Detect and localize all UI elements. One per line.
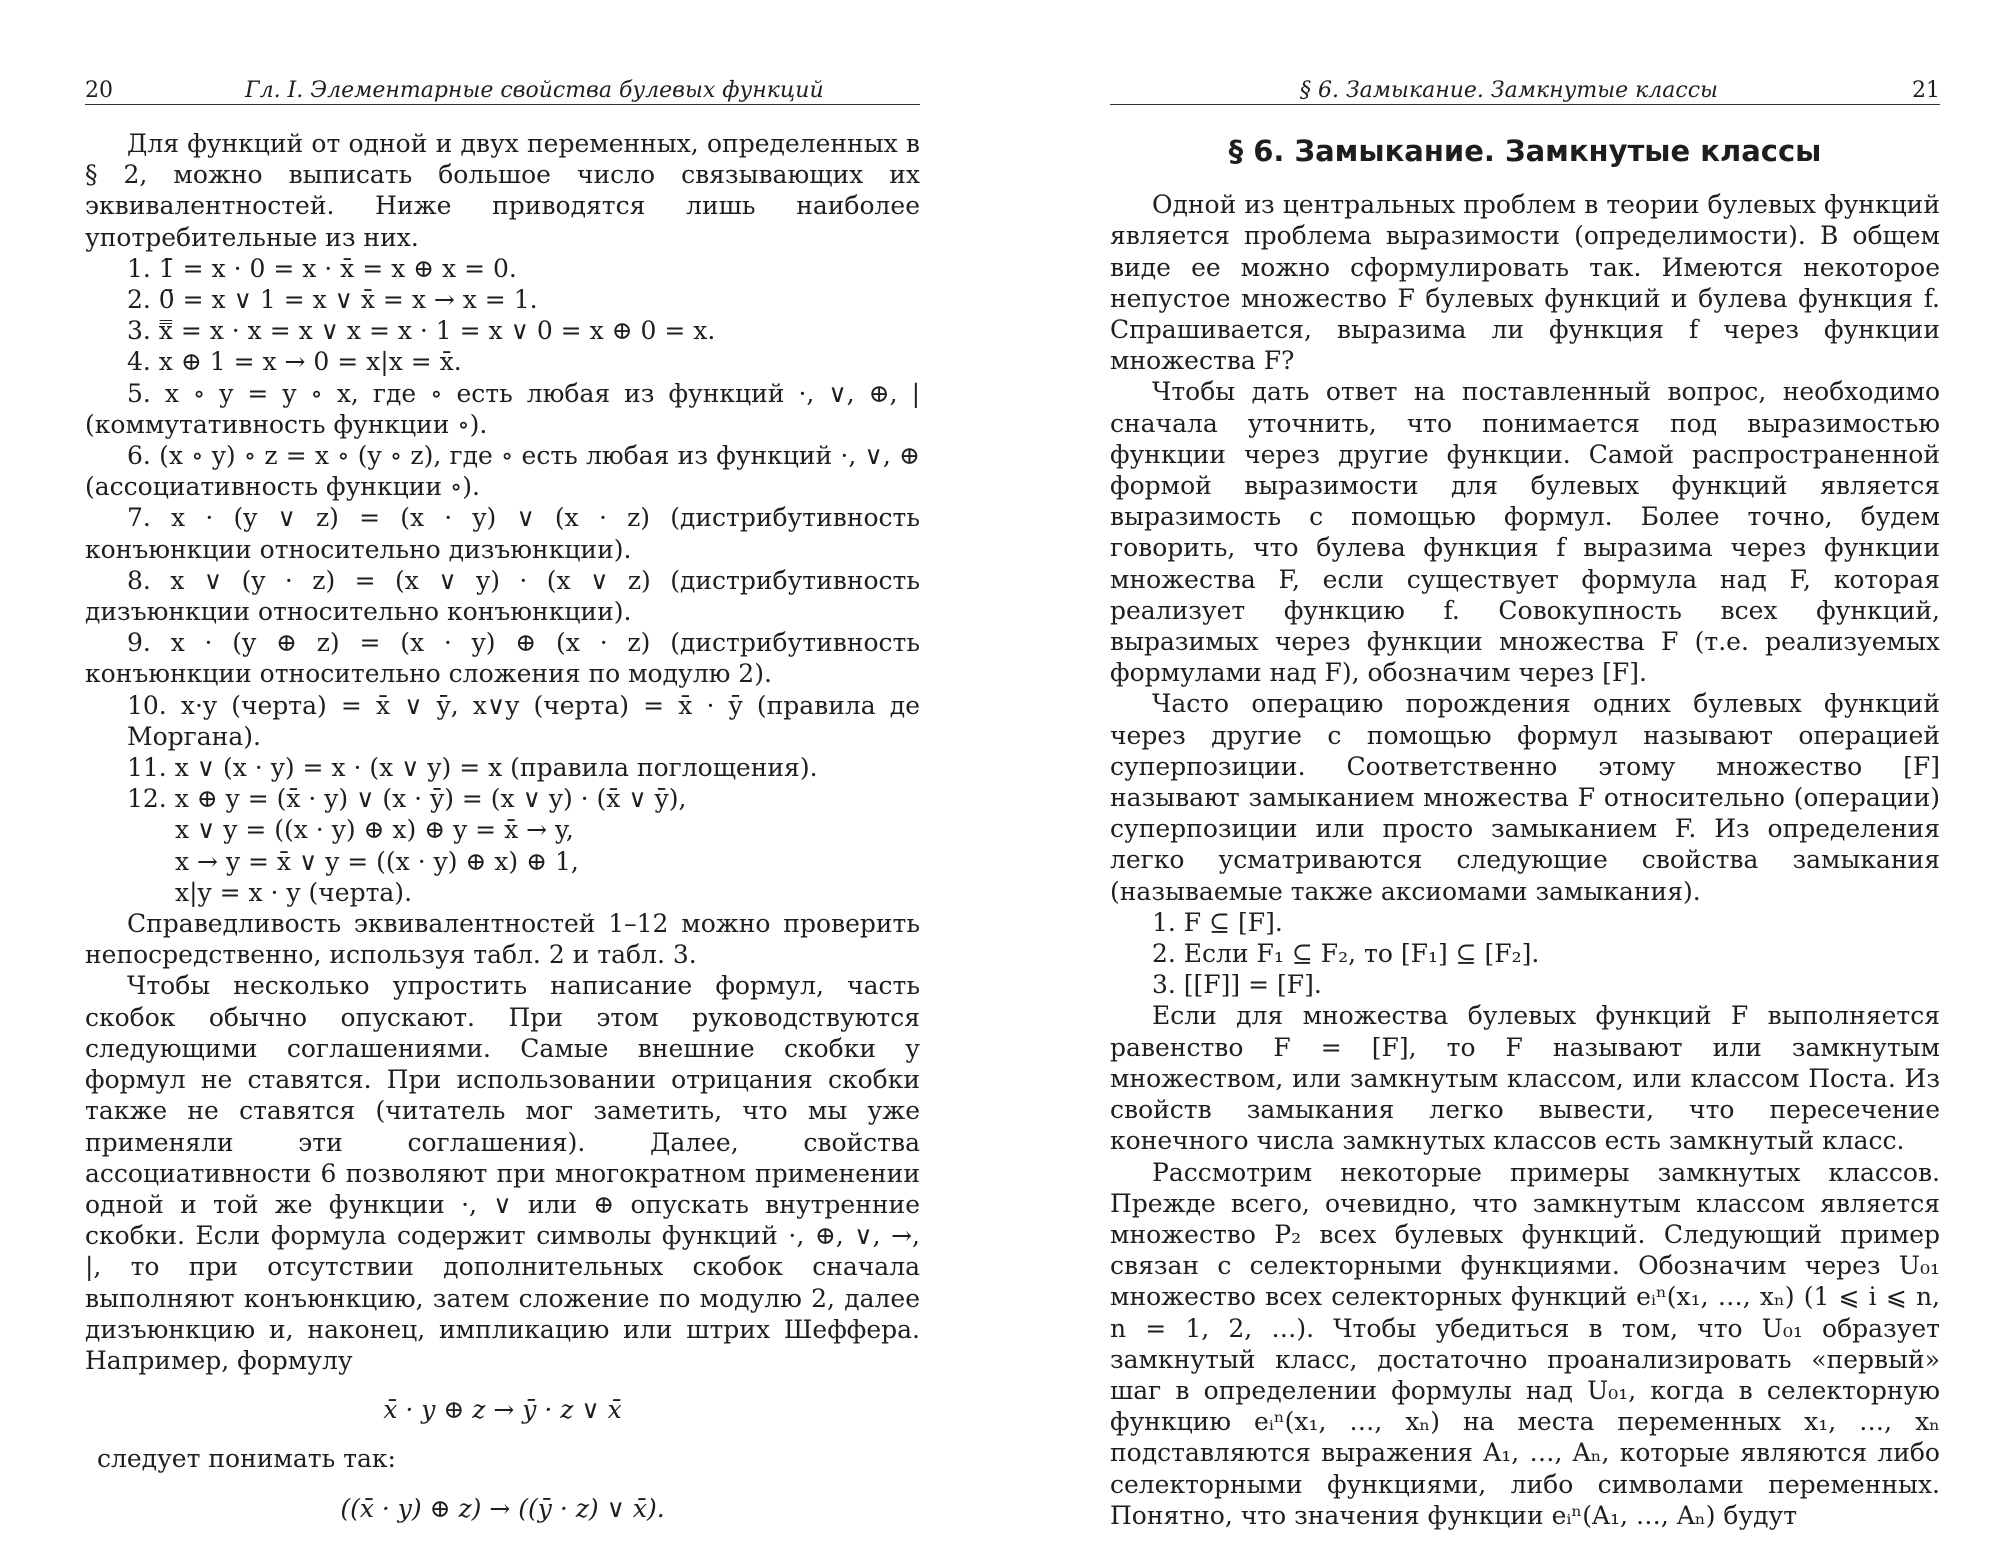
running-head-left <box>85 74 920 105</box>
closure-property-2: 2. Если F₁ ⊆ F₂, то [F₁] ⊆ [F₂]. <box>1152 939 1540 969</box>
running-title-left: Гл. I. Элементарные свойства булевых функций <box>245 78 824 103</box>
formula-example: x̄ · y ⊕ z → ȳ · z ∨ x̄ <box>383 1395 622 1425</box>
equivalence-6: 6. (x ∘ y) ∘ z = x ∘ (y ∘ z), где ∘ есть любая из функций ·, ∨, ⊕ (ассоциативность функции ∘). <box>85 441 920 502</box>
running-head-right <box>1110 74 1940 105</box>
equivalence-2: 2. 0̄ = x ∨ 1 = x ∨ x̄ = x → x = 1. <box>127 285 538 315</box>
page-number-left: 20 <box>85 78 113 103</box>
check-paragraph: Справедливость эквивалентностей 1–12 можно проверить непосредственно, используя табл. 2 и табл. 3. <box>85 909 920 970</box>
equivalence-7: 7. x · (y ∨ z) = (x · y) ∨ (x · z) (дистрибутивность конъюнкции относительно дизъюнкции). <box>85 503 920 564</box>
equivalence-12-line-4: x|y = x · y (черта). <box>175 877 413 907</box>
paragraph-4: Если для множества булевых функций F выполняется равенство F = [F], то F называют или замкнутым множеством, или замкнутым классом, или классом Поста. Из свойств замыкания легко вывести, что пересечение конечного числа замкнутых классов есть замкнутый класс. <box>1110 1001 1940 1156</box>
paragraph-2: Чтобы дать ответ на поставленный вопрос, необходимо сначала уточнить, что понимается под выразимостью функции через другие функции. Самой распространенной формой выразимости для булевых функций является выразимость с помощью формул. Более точно, будем говорить, что булева функция f выразима через функции множества F, если существует формула над F, которая реализует функцию f. Совокупность всех функций, выразимых через функции множества F (т.е. реализуемых формулами над F), обозначим через [F]. <box>1110 377 1940 688</box>
left-page <box>85 0 920 1535</box>
page-number-right: 21 <box>1912 78 1940 103</box>
conventions-paragraph: Чтобы несколько упростить написание формул, часть скобок обычно опускают. При этом руководствуются следующими соглашениями. Самые внешние скобки у формул не ставятся. При использовании отрицания скобки также не ставятся (читатель мог заметить, что мы уже применяли эти соглашения). Далее, свойства ассоциативности 6 позволяют при многократном применении одной и той же функции ·, ∨ или ⊕ опускать внутренние скобки. Если формула содержит символы функций ·, ⊕, ∨, →, |, то при отсутствии дополнительных скобок сначала выполняют конъюнкцию, затем сложение по модулю 2, далее дизъюнкцию и, наконец, импликацию или штрих Шеффера. Например, формулу <box>85 971 920 1375</box>
paragraph-1: Одной из центральных проблем в теории булевых функций является проблема выразимости (определимости). В общем виде ее можно сформулировать так. Имеются некоторое непустое множество F булевых функций и булева функция f. Спрашивается, выразима ли функция f через функции множества F? <box>1110 190 1940 376</box>
equivalence-10: 10. x·y (черта) = x̄ ∨ ȳ, x∨y (черта) = x̄ · ȳ (правила де Моргана). <box>127 690 920 751</box>
closure-property-1: 1. F ⊆ [F]. <box>1152 907 1283 937</box>
right-page-text <box>1110 128 1940 1531</box>
equivalence-4: 4. x ⊕ 1 = x → 0 = x|x = x̄. <box>127 347 462 377</box>
understand-text: следует понимать так: <box>97 1444 396 1474</box>
equivalence-11: 11. x ∨ (x · y) = x · (x ∨ y) = x (правила поглощения). <box>127 753 818 783</box>
formula-parsed: ((x̄ · y) ⊕ z) → ((ȳ · z) ∨ x̄). <box>340 1493 665 1523</box>
equivalence-12: 12. x ⊕ y = (x̄ · y) ∨ (x · ȳ) = (x ∨ y) · (x̄ ∨ ȳ), <box>127 784 687 814</box>
running-title-right: § 6. Замыкание. Замкнутые классы <box>1300 78 1718 103</box>
paragraph-5: Рассмотрим некоторые примеры замкнутых классов. Прежде всего, очевидно, что замкнутым классом является множество P₂ всех булевых функций. Следующий пример связан с селекторными функциями. Обозначим через U₀₁ множество всех селекторных функций eᵢⁿ(x₁, …, xₙ) (1 ⩽ i ⩽ n, n = 1, 2, …). Чтобы убедиться в том, что U₀₁ образует замкнутый класс, достаточно проанализировать «первый» шаг в определении формулы над U₀₁, когда в селекторную функцию eᵢⁿ(x₁, …, xₙ) на места переменных x₁, …, xₙ подставляются выражения A₁, …, Aₙ, которые являются либо селекторными функциями, либо символами переменных. Понятно, что значения функции eᵢⁿ(A₁, …, Aₙ) будут <box>1110 1157 1940 1530</box>
left-page-text <box>85 128 920 1542</box>
equivalence-1: 1. 1̄ = x · 0 = x · x̄ = x ⊕ x = 0. <box>127 253 517 283</box>
equivalence-3: 3. x̿ = x · x = x ∨ x = x · 1 = x ∨ 0 = x ⊕ 0 = x. <box>127 316 716 346</box>
equivalence-8: 8. x ∨ (y · z) = (x ∨ y) · (x ∨ z) (дистрибутивность дизъюнкции относительно конъюнкции). <box>85 565 920 627</box>
equivalence-12-line-3: x → y = x̄ ∨ y = ((x · y) ⊕ x) ⊕ 1, <box>175 846 579 876</box>
equivalence-5: 5. x ∘ y = y ∘ x, где ∘ есть любая из функций ·, ∨, ⊕, | (коммутативность функции ∘). <box>85 378 920 439</box>
closure-property-3: 3. [[F]] = [F]. <box>1152 970 1322 1000</box>
equivalence-12-line-2: x ∨ y = ((x · y) ⊕ x) ⊕ y = x̄ → y, <box>175 815 574 845</box>
paragraph-3: Часто операцию порождения одних булевых функций через другие с помощью формул называют операцией суперпозиции. Соответственно этому множество [F] называют замыканием множества F относительно (операции) суперпозиции или просто замыканием F. Из определения легко усматриваются следующие свойства замыкания (называемые также аксиомами замыкания). <box>1110 689 1940 906</box>
right-page <box>1110 0 1940 1535</box>
equivalence-9: 9. x · (y ⊕ z) = (x · y) ⊕ (x · z) (дистрибутивность конъюнкции относительно сложения по модулю 2). <box>85 628 920 689</box>
intro-paragraph: Для функций от одной и двух переменных, определенных в § 2, можно выписать большое число связывающих их эквивалентностей. Ниже приводятся лишь наиболее употребительные из них. <box>85 129 920 252</box>
section-heading: § 6. Замыкание. Замкнутые классы <box>1228 134 1822 168</box>
